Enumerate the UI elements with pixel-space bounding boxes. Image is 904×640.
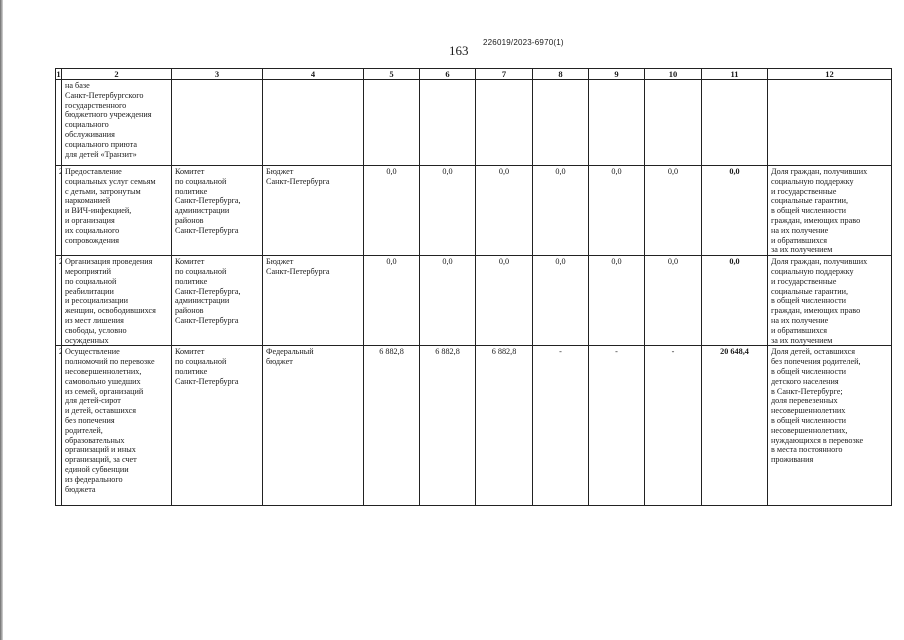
- program-table: [55, 68, 892, 506]
- scan-edge: [0, 0, 3, 640]
- event-name: Предоставление социальных услуг семьям с детьми, затронутым наркоманией и ВИЧ-инфекцией, и организация их социального сопровождения: [62, 166, 172, 256]
- value-col-7: 0,0: [476, 166, 533, 256]
- event-name: Организация проведения мероприятий по социальной реабилитации и ресоциализации женщин, освободившихся из мест лишения свободы, условно осужденных: [62, 256, 172, 346]
- event-name: Осуществление полномочий по перевозке несовершеннолетних, самовольно ушедших из семей, организаций для детей-сирот и детей, оставшихся без попечения родителей, образовательных организаций и иных организаций, за счет единой субвенции из федерального бюджета: [62, 346, 172, 506]
- value-col-9: 0,0: [589, 166, 645, 256]
- value-total: [702, 80, 768, 166]
- col-number-11: 11: [702, 69, 768, 80]
- col-number-2: 2: [62, 69, 172, 80]
- value-col-8: -: [533, 346, 589, 506]
- page-number: 163: [449, 43, 469, 58]
- col-number-3: 3: [172, 69, 263, 80]
- col-number-10: 10: [645, 69, 702, 80]
- value-total: 0,0: [702, 256, 768, 346]
- value-col-10: 0,0: [645, 166, 702, 256]
- value-col-8: 0,0: [533, 166, 589, 256]
- column-number-row: [56, 69, 892, 80]
- funding-source: Бюджет Санкт-Петербурга: [263, 256, 364, 346]
- funding-source: Федеральный бюджет: [263, 346, 364, 506]
- col-number-12: 12: [768, 69, 892, 80]
- col-number-1: 1: [56, 69, 61, 79]
- col-number-6: 6: [420, 69, 476, 80]
- value-col-9: [589, 80, 645, 166]
- value-col-9: -: [589, 346, 645, 506]
- value-col-10: [645, 80, 702, 166]
- indicator: Доля граждан, получивших социальную поддержку и государственные социальные гарантии, в общей численности граждан, имеющих право на их получение и обратившихся за их получением: [768, 256, 892, 346]
- indicator: Доля граждан, получивших социальную поддержку и государственные социальные гарантии, в общей численности граждан, имеющих право на их получение и обратившихся за их получением: [768, 166, 892, 256]
- executor: [172, 80, 263, 166]
- value-col-6: 6 882,8: [420, 346, 476, 506]
- value-col-5: 0,0: [364, 256, 420, 346]
- value-col-8: [533, 80, 589, 166]
- col-number-8: 8: [533, 69, 589, 80]
- table-row: [56, 80, 892, 166]
- value-col-6: [420, 80, 476, 166]
- value-col-6: 0,0: [420, 256, 476, 346]
- table-row: [56, 256, 892, 346]
- col-number-9: 9: [589, 69, 645, 80]
- value-col-9: 0,0: [589, 256, 645, 346]
- executor: Комитет по социальной политике Санкт-Петербурга, администрации районов Санкт-Петербурга: [172, 166, 263, 256]
- col-number-5: 5: [364, 69, 420, 80]
- document-id: 226019/2023-6970(1): [483, 38, 564, 47]
- col-number-4: 4: [263, 69, 364, 80]
- value-col-7: [476, 80, 533, 166]
- value-col-5: 6 882,8: [364, 346, 420, 506]
- event-name: на базе Санкт-Петербургского государственного бюджетного учреждения социального обслуживания социального приюта для детей «Транзит»: [62, 80, 172, 166]
- table-row: [56, 166, 892, 256]
- col-number-7: 7: [476, 69, 533, 80]
- value-total: 0,0: [702, 166, 768, 256]
- funding-source: [263, 80, 364, 166]
- indicator: [768, 80, 892, 166]
- value-total: 20 648,4: [702, 346, 768, 506]
- value-col-5: 0,0: [364, 166, 420, 256]
- value-col-5: [364, 80, 420, 166]
- funding-source: Бюджет Санкт-Петербурга: [263, 166, 364, 256]
- executor: Комитет по социальной политике Санкт-Петербурга, администрации районов Санкт-Петербурга: [172, 256, 263, 346]
- value-col-10: -: [645, 346, 702, 506]
- value-col-10: 0,0: [645, 256, 702, 346]
- indicator: Доля детей, оставшихся без попечения родителей, в общей численности детского населения в Санкт-Петербурге; доля перевезенных несовершеннолетних в общей численности несовершеннолетних, нуждающихся в перевозке в места постоянного проживания: [768, 346, 892, 506]
- executor: Комитет по социальной политике Санкт-Петербурга: [172, 346, 263, 506]
- value-col-6: 0,0: [420, 166, 476, 256]
- value-col-8: 0,0: [533, 256, 589, 346]
- value-col-7: 0,0: [476, 256, 533, 346]
- value-col-7: 6 882,8: [476, 346, 533, 506]
- table-row: [56, 346, 892, 506]
